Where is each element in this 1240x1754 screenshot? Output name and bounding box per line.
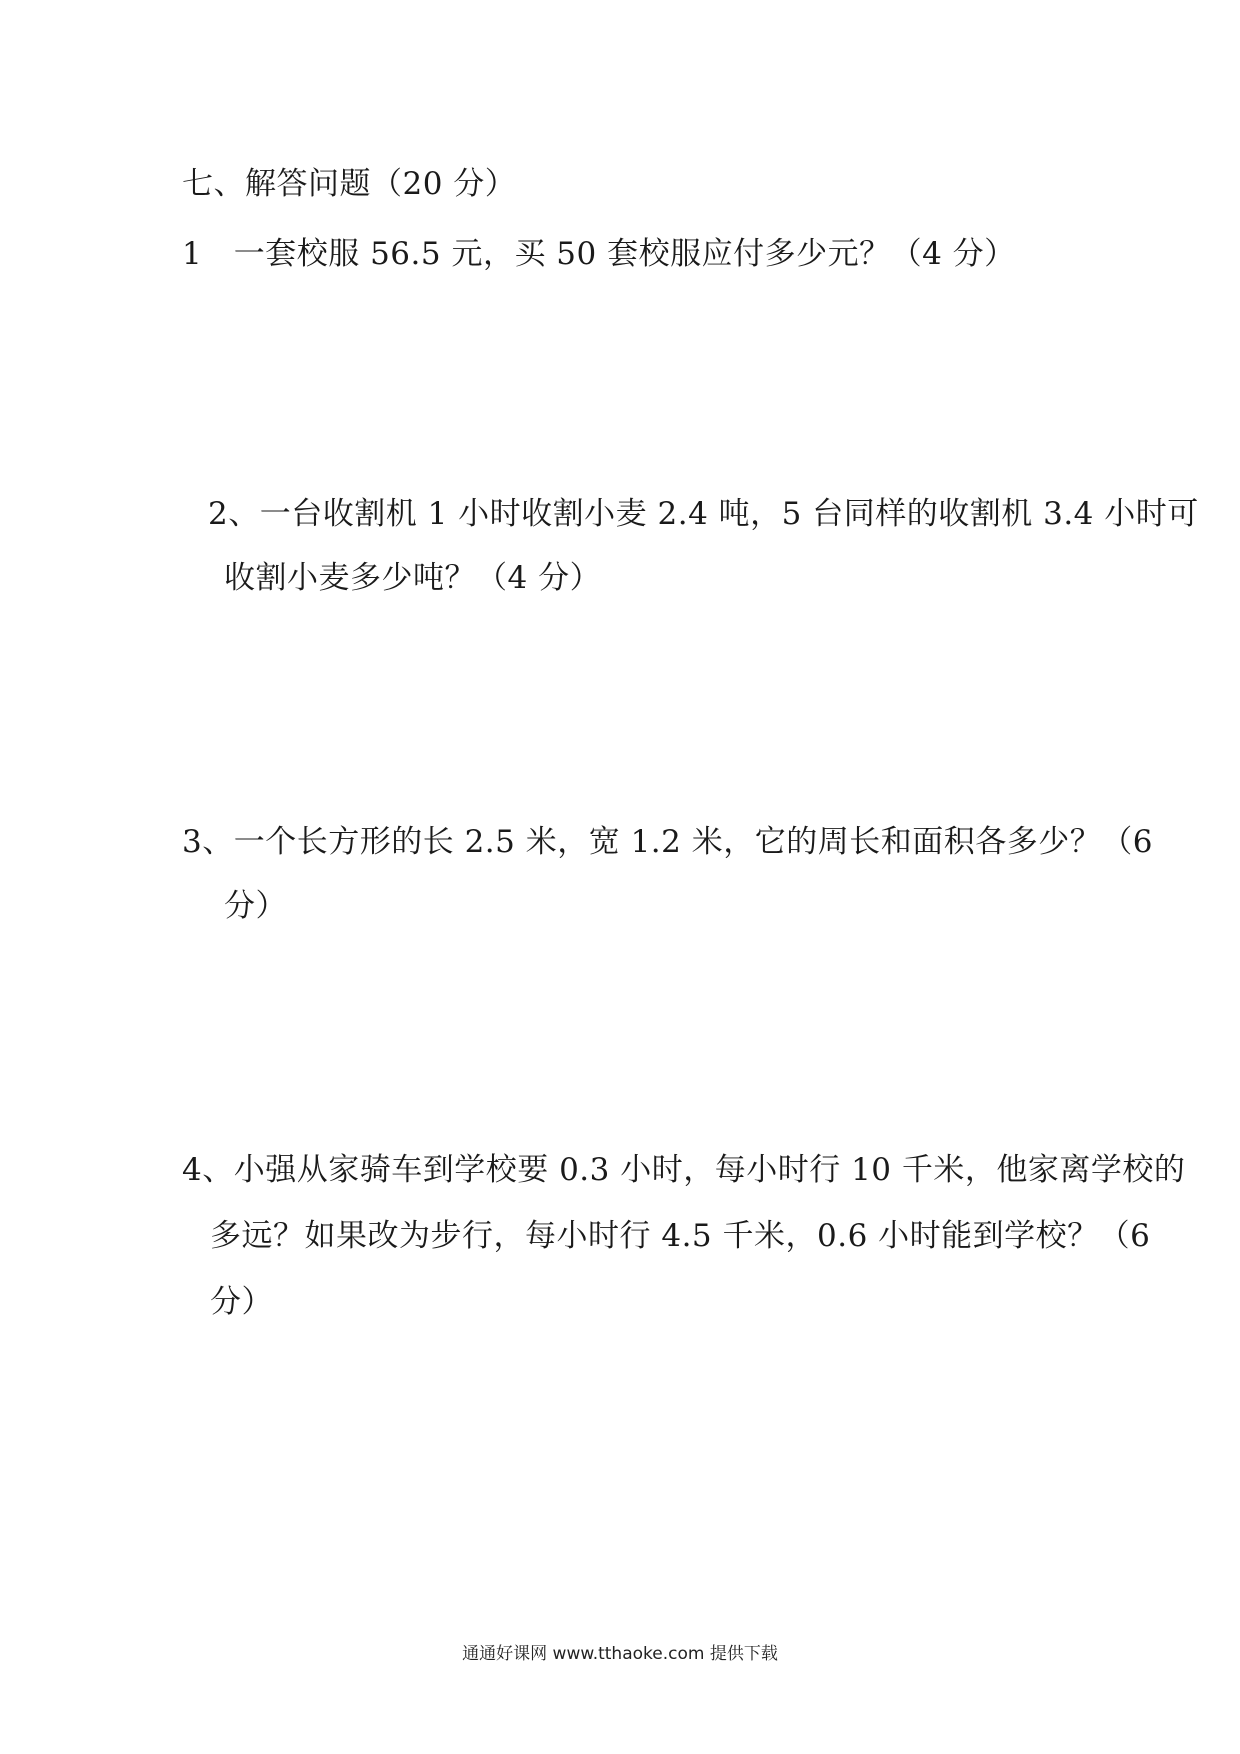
- question-1-text: 1 一套校服 56.5 元，买 50 套校服应付多少元？（4 分）: [182, 236, 1016, 272]
- question-4-text-line-1: 4、小强从家骑车到学校要 0.3 小时，每小时行 10 千米，他家离学校的: [182, 1152, 1186, 1188]
- section-heading: 七、解答问题（20 分）: [182, 166, 517, 202]
- question-3-text-line-2: 分）: [224, 888, 287, 924]
- page-footer: 通通好课网 www.tthaoke.com 提供下载: [462, 1644, 778, 1664]
- question-2-text-line-1: 2、一台收割机 1 小时收割小麦 2.4 吨，5 台同样的收割机 3.4 小时可: [208, 496, 1199, 532]
- question-3-text-line-1: 3、一个长方形的长 2.5 米，宽 1.2 米，它的周长和面积各多少？（6: [182, 824, 1153, 860]
- question-4-text-line-3: 分）: [210, 1284, 273, 1320]
- question-4-text-line-2: 多远？如果改为步行，每小时行 4.5 千米，0.6 小时能到学校？（6: [210, 1218, 1151, 1254]
- question-2-text-line-2: 收割小麦多少吨？（4 分）: [224, 560, 602, 596]
